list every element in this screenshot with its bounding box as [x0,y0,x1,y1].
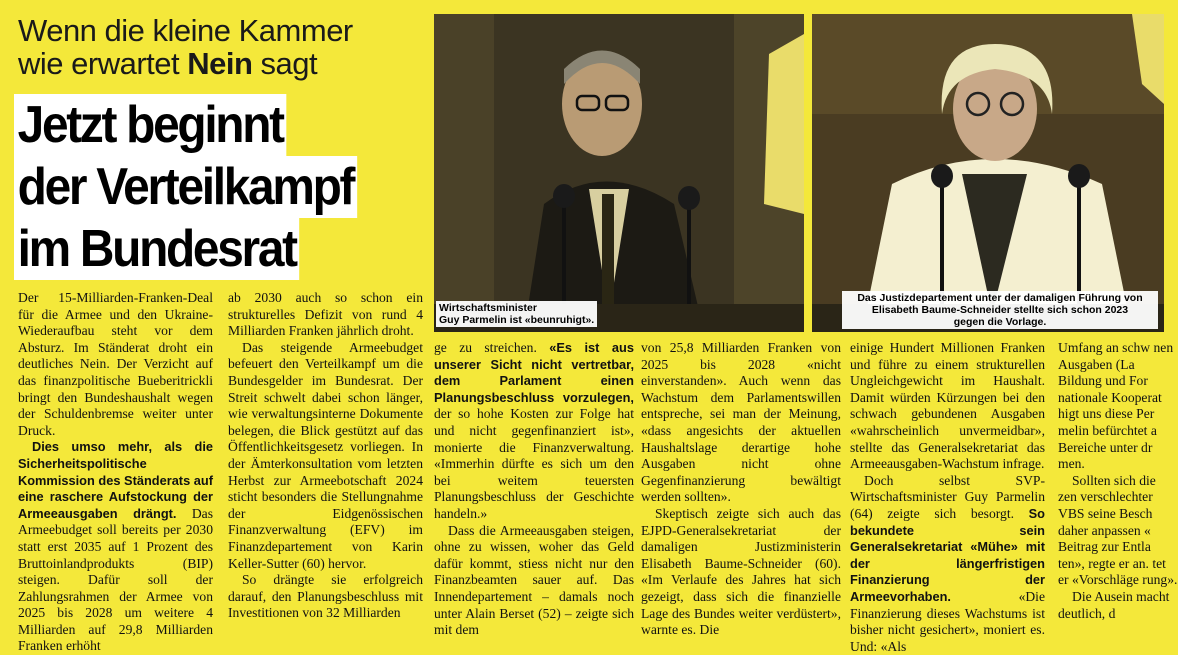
headline [14,94,434,280]
headline-line-2: der Verteilkampf [14,156,357,218]
paragraph: Sollten sich die zen verschlechter VBS seine Besch daher anpassen « Beitrag zur Entla ten», regte er an. tet er «Vorschläge rung». [1058,472,1178,588]
kicker-text-end: sagt [252,46,318,81]
caption-line: Elisabeth Baume-Schneider stellte sich schon 2023 [871,304,1129,316]
paragraph [18,439,213,655]
headline-line-1: Jetzt beginnt [14,94,286,156]
photo-parmelin-illustration [434,14,804,332]
paragraph: Umfang an schw nen Ausgaben (La Bildung und For nationale Kooperat higt uns diese Per melin befürchtet a Bereiche unter dr men. [1058,340,1174,472]
photo-caption-baume-schneider [842,291,1158,329]
headline-line-3: im Bundesrat [14,218,299,280]
paragraph-body: Doch selbst SVP-Wirtschaftsminister Guy Parmelin (64) zeigte sich besorgt. [850,472,1045,521]
photo-baume-schneider [812,14,1164,332]
paragraph: von 25,8 Milliarden Franken von 2025 bis 2028 «nicht einverstanden». Auch wenn das Wachstum dem Parlamentswillen entspreche, sei man der Meinung, «dass angesichts der aktuellen Haushaltslage derartige hohe Ausgaben nicht ohne Gegenfinanzierung bewältigt werden sollten». [641,340,841,505]
photo-baume-schneider-illustration [812,14,1164,332]
paragraph-body: «Die Finanzierung dieses Wachstums ist bisher nicht gesichert», moniert es. Und: «Als [850,588,1045,654]
caption-line: Guy Parmelin ist «beunruhigt». [439,314,595,326]
paragraph-body: der so hohe Kosten zur Folge hat und nicht gegenfinanziert ist», monierte die Finanzverwaltung. «Immerhin dürfte es sich um den bei weitem teuersten Planungsbeschluss der Geschichte handeln.» [434,406,634,521]
article-column-3 [434,340,634,639]
paragraph-body: ge zu streichen. [434,340,550,355]
kicker [18,14,428,80]
paragraph-lead: «Es ist aus unserer Sicht nicht vertretbar, dem Parlament einen Planungsbeschluss vorzulegen, [434,340,634,405]
paragraph-lead: Dies umso mehr, als die Sicherheitspolitische Kommission des Ständerats auf eine raschere Aufstockung der Armeeausgaben drängt. [18,439,213,521]
paragraph: So drängte sie erfolgreich darauf, den Planungsbeschluss mit Investitionen von 32 Milliarden [228,572,423,621]
paragraph: Skeptisch zeigte sich auch das EJPD-Generalsekretariat der damaligen Justizministerin Elisabeth Baume-Schneider (60). «Im Verlaufe des Jahres hat sich gezeigt, dass sich die finanzielle Lage des Bundes weiter verdüstert», warnte es. Die [641,505,841,638]
photo-parmelin [434,14,804,332]
caption-line: Wirtschaftsminister [439,302,537,314]
photo-caption-parmelin [436,301,597,327]
kicker-emphasis: Nein [187,46,253,81]
kicker-text: wie erwartet [18,46,188,81]
paragraph-lead: So bekundete sein Generalsekretariat «Mühe» mit der längerfristigen Finanzierung der Armeevorhaben. [850,505,1045,604]
paragraph: Dass die Armeeausgaben steigen, ohne zu wissen, woher das Geld dafür kommt, stiess nicht nur den Finanzbeamten sauer auf. Das Innendepartement – damals noch unter Alain Berset (52) – zeigte sich mit dem [434,522,634,638]
article-column-6 [1058,340,1178,622]
paragraph: Der 15-Milliarden-Franken-Deal für die Armee und den Ukraine-Wiederaufbau steht vor dem Absturz. Im Ständerat droht ein deutliches Nein. Der Verzicht auf das finanzpolitische Bueberitrickli bringt den Bundeshaushalt wegen der Schuldenbremse weiter unter Druck. [18,290,213,438]
paragraph: Das steigende Armeebudget befeuert den Verteilkampf um die Bundesgelder im Bundesrat. Der Streit schwelt dabei schon länger, wie verwaltungsinterne Dokumente belegen, die Blick gestützt auf das Öffentlichkeitsgesetz vorliegen. In der Ämterkonsultation vom letzten Herbst zur Armeebotschaft 2024 sticht besonders die Stellungnahme der Eidgenössischen Finanzverwaltung (EFV) im Finanzdepartement von Karin Keller-Sutter (60) hervor. [228,339,423,571]
paragraph [434,340,634,523]
article-column-2 [228,290,423,622]
caption-line: Das Justizdepartement unter der damaligen Führung von [857,292,1143,304]
article-column-4 [641,340,841,639]
paragraph [850,473,1045,655]
caption-line: gegen die Vorlage. [953,316,1047,328]
paragraph-body: Das Armeebudget soll bereits per 2030 statt erst 2035 auf 1 Prozent des Bruttoinlandprodukts (BIP) steigen. Dafür soll der Zahlungsrahmen der Armee von 2025 bis 2028 um weitere 4 Milliarden auf 29,8 Milliarden Franken erhöht [18,505,213,654]
kicker-line-1: Wenn die kleine Kammer [18,13,353,48]
kicker-line-2 [18,47,428,80]
paragraph: Die Ausein macht deutlich, d [1058,588,1170,621]
paragraph: einige Hundert Millionen Franken und führe zu einem strukturellen Ungleichgewicht im Haushalt. Damit würden Kürzungen bei den schwach gebundenen Ausgaben «wahrscheinlich unvermeidbar», stellte das Generalsekretariat das Armeeausgaben-Wachstum infrage. [850,340,1045,472]
article-column-1 [18,290,213,655]
paragraph: ab 2030 auch so schon ein strukturelles Defizit von rund 4 Milliarden Franken jährlich droht. [228,290,423,339]
article-column-5 [850,340,1045,655]
